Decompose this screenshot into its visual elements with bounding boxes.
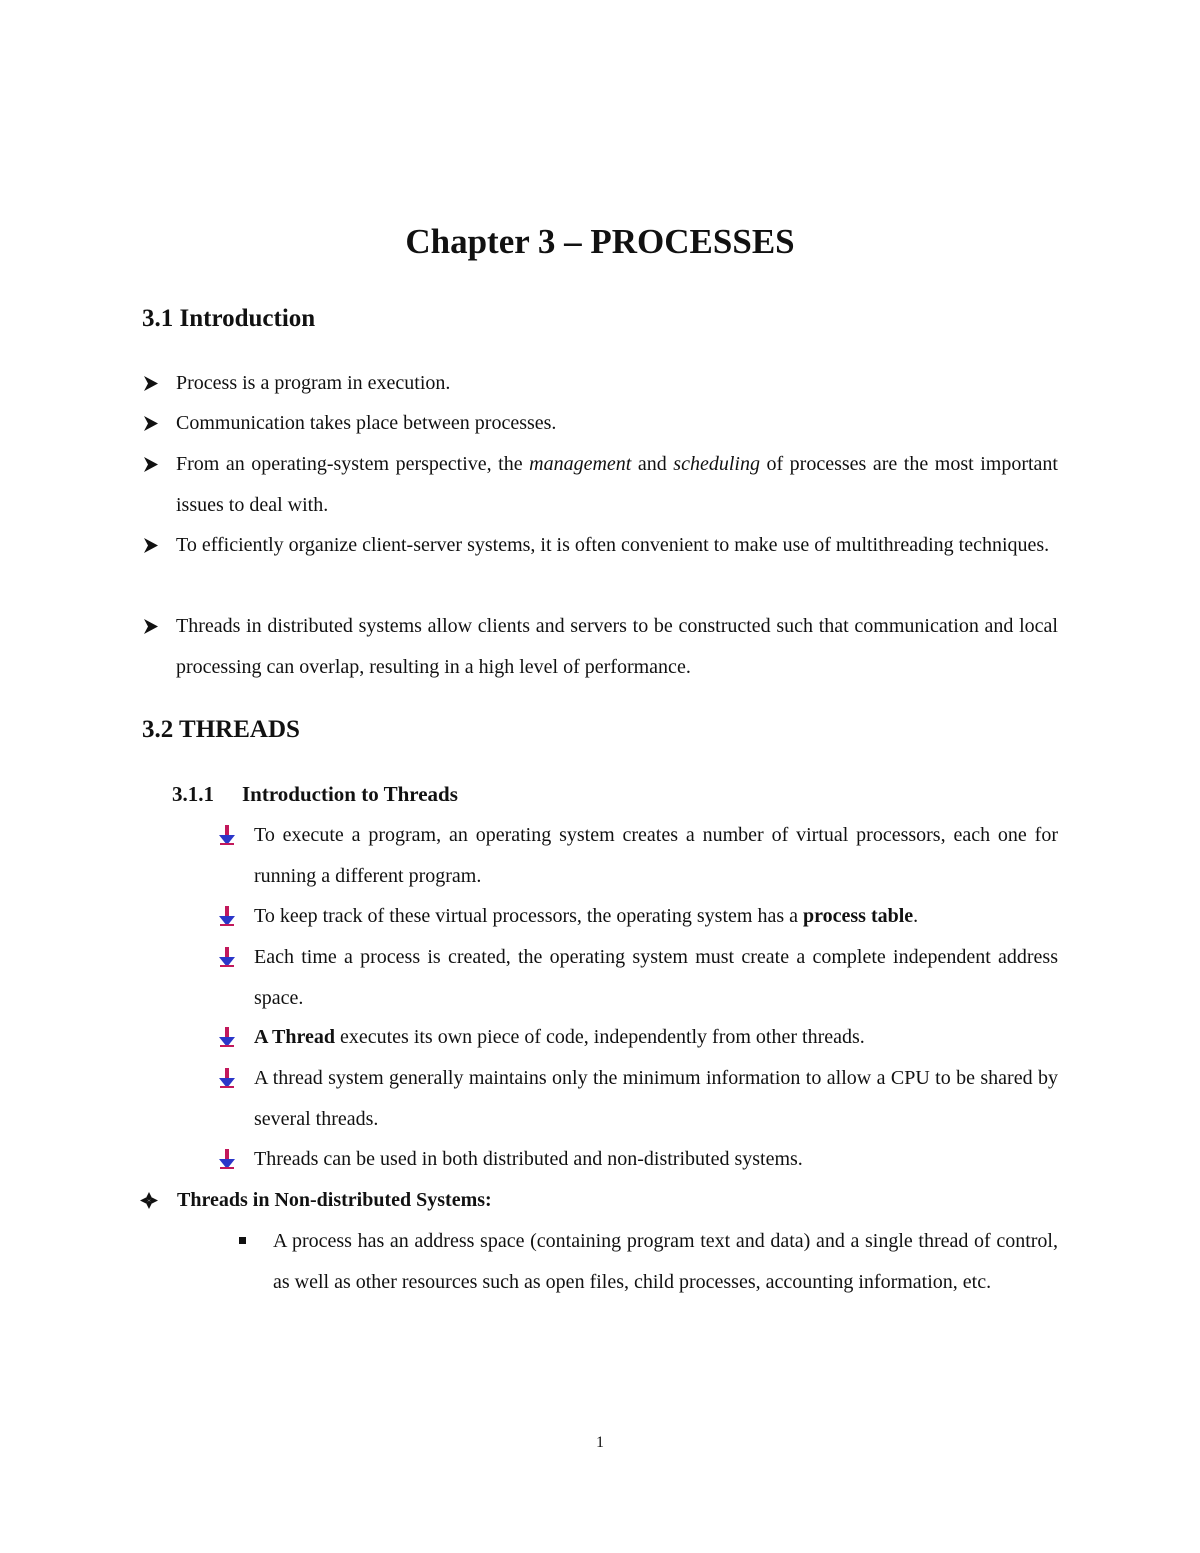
intro-bullet-4 xyxy=(176,525,1058,566)
arrowhead-bullet-icon xyxy=(142,444,162,500)
intro-bullet-text: Communication takes place between processes. xyxy=(176,412,557,434)
intro-bullet-text: Process is a program in execution. xyxy=(176,372,451,394)
threads-bullet-text: Threads can be used in both distributed and non-distributed systems. xyxy=(254,1148,803,1170)
intro-bullet-text: From an operating-system perspective, the management and scheduling of processes are the most important issues to deal with. xyxy=(176,453,1058,516)
threads-bullet-6 xyxy=(254,1139,1058,1180)
intro-bullet-5 xyxy=(176,606,1058,688)
page-number: 1 xyxy=(596,1434,604,1451)
intro-bullet-2 xyxy=(176,403,1058,444)
non-distributed-heading-text: Threads in Non-distributed Systems: xyxy=(177,1189,492,1211)
intro-bullet-3 xyxy=(176,444,1058,526)
threads-bullet-3 xyxy=(254,937,1058,1019)
threads-bullet-text: A Thread executes its own piece of code, independently from other threads. xyxy=(254,1026,865,1048)
non-distributed-bullet-text: A process has an address space (containing program text and data) and a single thread of control, as well as other resources such as open files, child processes, accounting information, etc. xyxy=(273,1230,1058,1293)
emphasis-management: management xyxy=(529,453,632,475)
intro-bullet-text: To efficiently organize client-server systems, it is often convenient to make use of multithreading techniques. xyxy=(176,534,1050,556)
square-bullet-icon xyxy=(239,1221,251,1262)
threads-bullet-4 xyxy=(254,1017,1058,1058)
down-arrow-bullet-icon xyxy=(217,937,239,993)
bold-process-table: process table xyxy=(802,905,914,927)
arrowhead-bullet-icon xyxy=(142,525,162,581)
diamond-bullet-icon xyxy=(139,1180,161,1236)
threads-bullet-5 xyxy=(254,1058,1058,1140)
page-title: Chapter 3 – PROCESSES xyxy=(405,222,795,261)
down-arrow-bullet-icon xyxy=(217,1058,239,1114)
section-heading-threads: 3.2 THREADS xyxy=(142,716,300,743)
arrowhead-bullet-icon xyxy=(142,606,162,662)
threads-bullet-2 xyxy=(254,896,1058,937)
threads-bullet-text: To execute a program, an operating system creates a number of virtual processors, each one for running a different program. xyxy=(254,824,1058,887)
threads-bullet-text: To keep track of these virtual processors, the operating system has a process table. xyxy=(254,905,919,927)
bold-a-thread: A Thread xyxy=(254,1026,335,1048)
down-arrow-bullet-icon xyxy=(217,815,239,871)
subsection-title: Introduction to Threads xyxy=(242,782,458,806)
section-heading-introduction: 3.1 Introduction xyxy=(142,305,316,332)
non-distributed-heading xyxy=(177,1180,1057,1221)
threads-bullet-1 xyxy=(254,815,1058,897)
intro-bullet-1 xyxy=(176,363,1058,404)
subsection-number: 3.1.1 xyxy=(172,782,214,806)
intro-bullet-text: Threads in distributed systems allow clients and servers to be constructed such that communication and local processing can overlap, resulting in a high level of performance. xyxy=(176,615,1058,678)
threads-bullet-text: A thread system generally maintains only the minimum information to allow a CPU to be shared by several threads. xyxy=(254,1067,1058,1130)
threads-bullet-text: Each time a process is created, the operating system must create a complete independent address space. xyxy=(254,946,1058,1009)
subsection-heading xyxy=(172,782,458,807)
emphasis-scheduling: scheduling xyxy=(673,453,760,475)
non-distributed-bullet-1 xyxy=(273,1221,1058,1303)
